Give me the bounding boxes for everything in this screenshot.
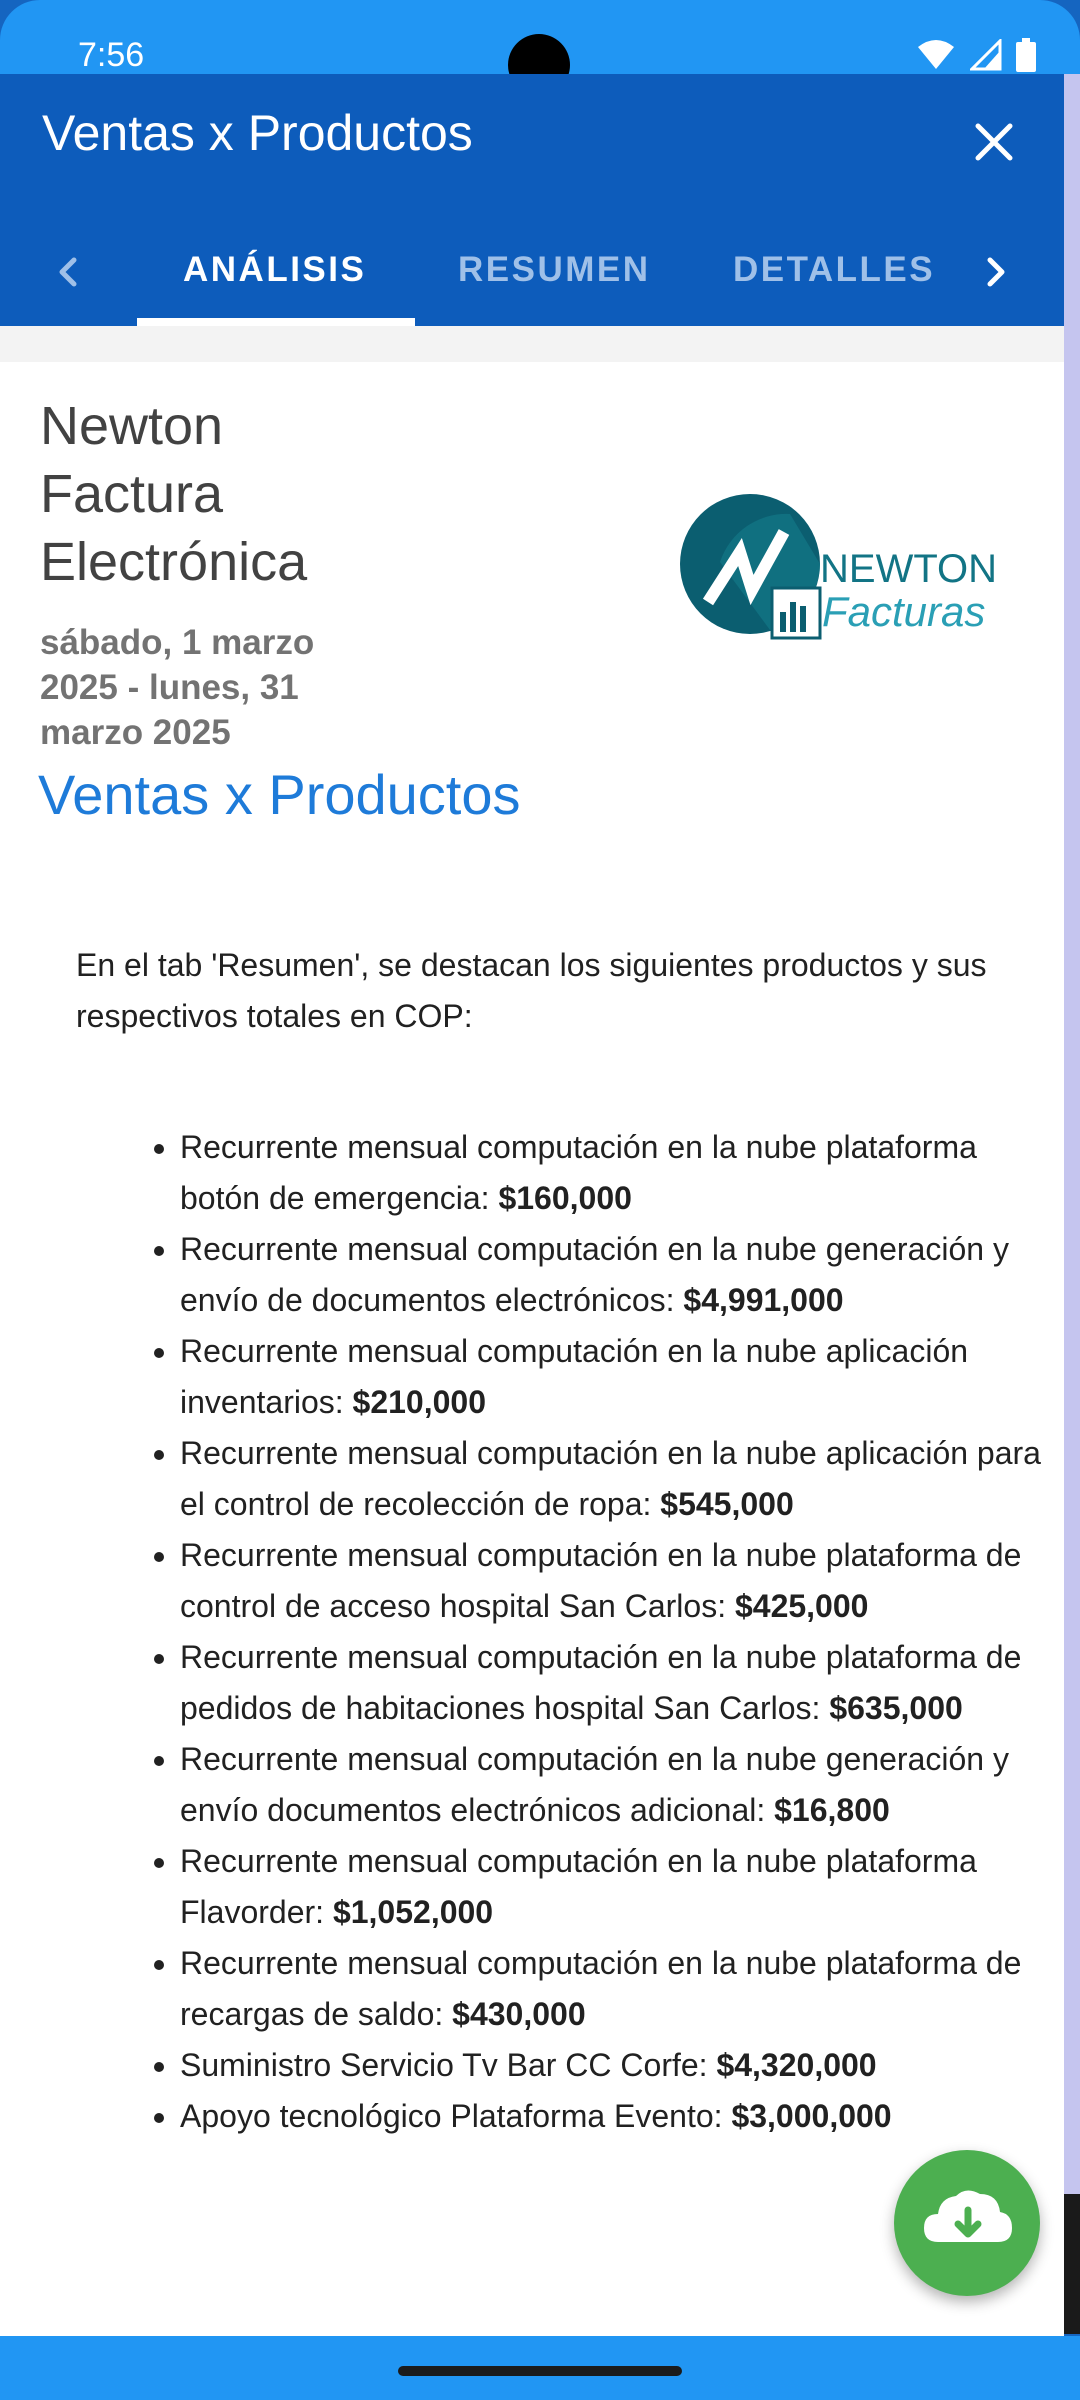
list-item: [180, 1122, 1060, 1224]
item-amount: $635,000: [829, 1690, 963, 1726]
item-name: Recurrente mensual computación en la nube aplicación inventarios:: [180, 1333, 969, 1420]
company-name: Newton Factura Electrónica: [40, 396, 308, 592]
battery-icon: [1016, 38, 1036, 72]
item-name: Recurrente mensual computación en la nube plataforma de pedidos de habitaciones hospital San Carlos:: [180, 1639, 1022, 1726]
newton-facturas-logo: [680, 494, 1020, 654]
item-amount: $545,000: [660, 1486, 794, 1522]
dialog-title: Ventas x Productos: [42, 105, 473, 161]
close-icon[interactable]: [964, 112, 1024, 172]
list-item: [180, 2040, 1060, 2091]
background-edge-dark: [1064, 2194, 1080, 2334]
list-item: [180, 1632, 1060, 1734]
item-amount: $430,000: [452, 1996, 586, 2032]
item-name: Recurrente mensual computación en la nube plataforma Flavorder:: [180, 1843, 977, 1930]
product-list: [120, 1122, 1060, 2142]
chevron-right-icon[interactable]: [972, 248, 1020, 296]
logo-text-bottom: Facturas: [822, 588, 986, 635]
system-icons: [916, 38, 1036, 72]
item-name: Recurrente mensual computación en la nube generación y envío de documentos electrónicos:: [180, 1231, 1009, 1318]
gesture-handle[interactable]: [398, 2366, 682, 2376]
tab-analisis[interactable]: ANÁLISIS: [183, 250, 367, 289]
list-item: [180, 1326, 1060, 1428]
chevron-left-icon[interactable]: [44, 248, 92, 296]
report-dialog: [0, 74, 1064, 2336]
item-name: Recurrente mensual computación en la nube aplicación para el control de recolección de ropa:: [180, 1435, 1041, 1522]
content-divider: [0, 326, 1064, 362]
tab-detalles[interactable]: DETALLES: [733, 250, 936, 289]
item-name: Recurrente mensual computación en la nube plataforma de control de acceso hospital San Carlos:: [180, 1537, 1022, 1624]
date-range: sábado, 1 marzo 2025 - lunes, 31 marzo 2025: [40, 623, 315, 752]
list-item: [180, 2091, 1060, 2142]
status-time: 7:56: [78, 36, 145, 74]
signal-icon: [970, 39, 1002, 71]
item-amount: $16,800: [774, 1792, 890, 1828]
item-amount: $4,991,000: [683, 1282, 844, 1318]
logo-text-top: NEWTON: [820, 547, 998, 591]
list-item: [180, 1224, 1060, 1326]
item-name: Recurrente mensual computación en la nube generación y envío documentos electrónicos adicional:: [180, 1741, 1009, 1828]
item-name: Recurrente mensual computación en la nube plataforma de recargas de saldo:: [180, 1945, 1022, 2032]
list-item: [180, 1836, 1060, 1938]
item-name: Recurrente mensual computación en la nube plataforma botón de emergencia:: [180, 1129, 977, 1216]
tab-resumen[interactable]: RESUMEN: [458, 250, 651, 289]
item-amount: $1,052,000: [332, 1894, 494, 1930]
dialog-app-bar: [0, 74, 1064, 326]
list-item: [180, 1734, 1060, 1836]
wifi-icon: [916, 39, 956, 71]
item-amount: $425,000: [734, 1588, 869, 1624]
item-amount: $210,000: [352, 1384, 486, 1420]
list-item: [180, 1938, 1060, 2040]
cloud-download-icon: [894, 2150, 1040, 2296]
download-fab[interactable]: [894, 2150, 1040, 2296]
item-name: Apoyo tecnológico Plataforma Evento:: [180, 2098, 723, 2134]
tab-bar: [0, 224, 1064, 326]
list-item: [180, 1530, 1060, 1632]
item-amount: $4,320,000: [716, 2047, 877, 2083]
item-amount: $3,000,000: [731, 2098, 892, 2134]
system-nav-bar: [0, 2336, 1080, 2400]
background-edge: [1064, 74, 1080, 2194]
report-title: Ventas x Productos: [38, 763, 521, 826]
list-item: [180, 1428, 1060, 1530]
item-amount: $160,000: [498, 1180, 632, 1216]
item-name: Suministro Servicio Tv Bar CC Corfe:: [180, 2047, 708, 2083]
status-bar: [0, 0, 1080, 74]
report-intro: En el tab 'Resumen', se destacan los siguientes productos y sus respectivos totales en COP:: [76, 947, 987, 1034]
active-tab-indicator: [137, 318, 415, 326]
